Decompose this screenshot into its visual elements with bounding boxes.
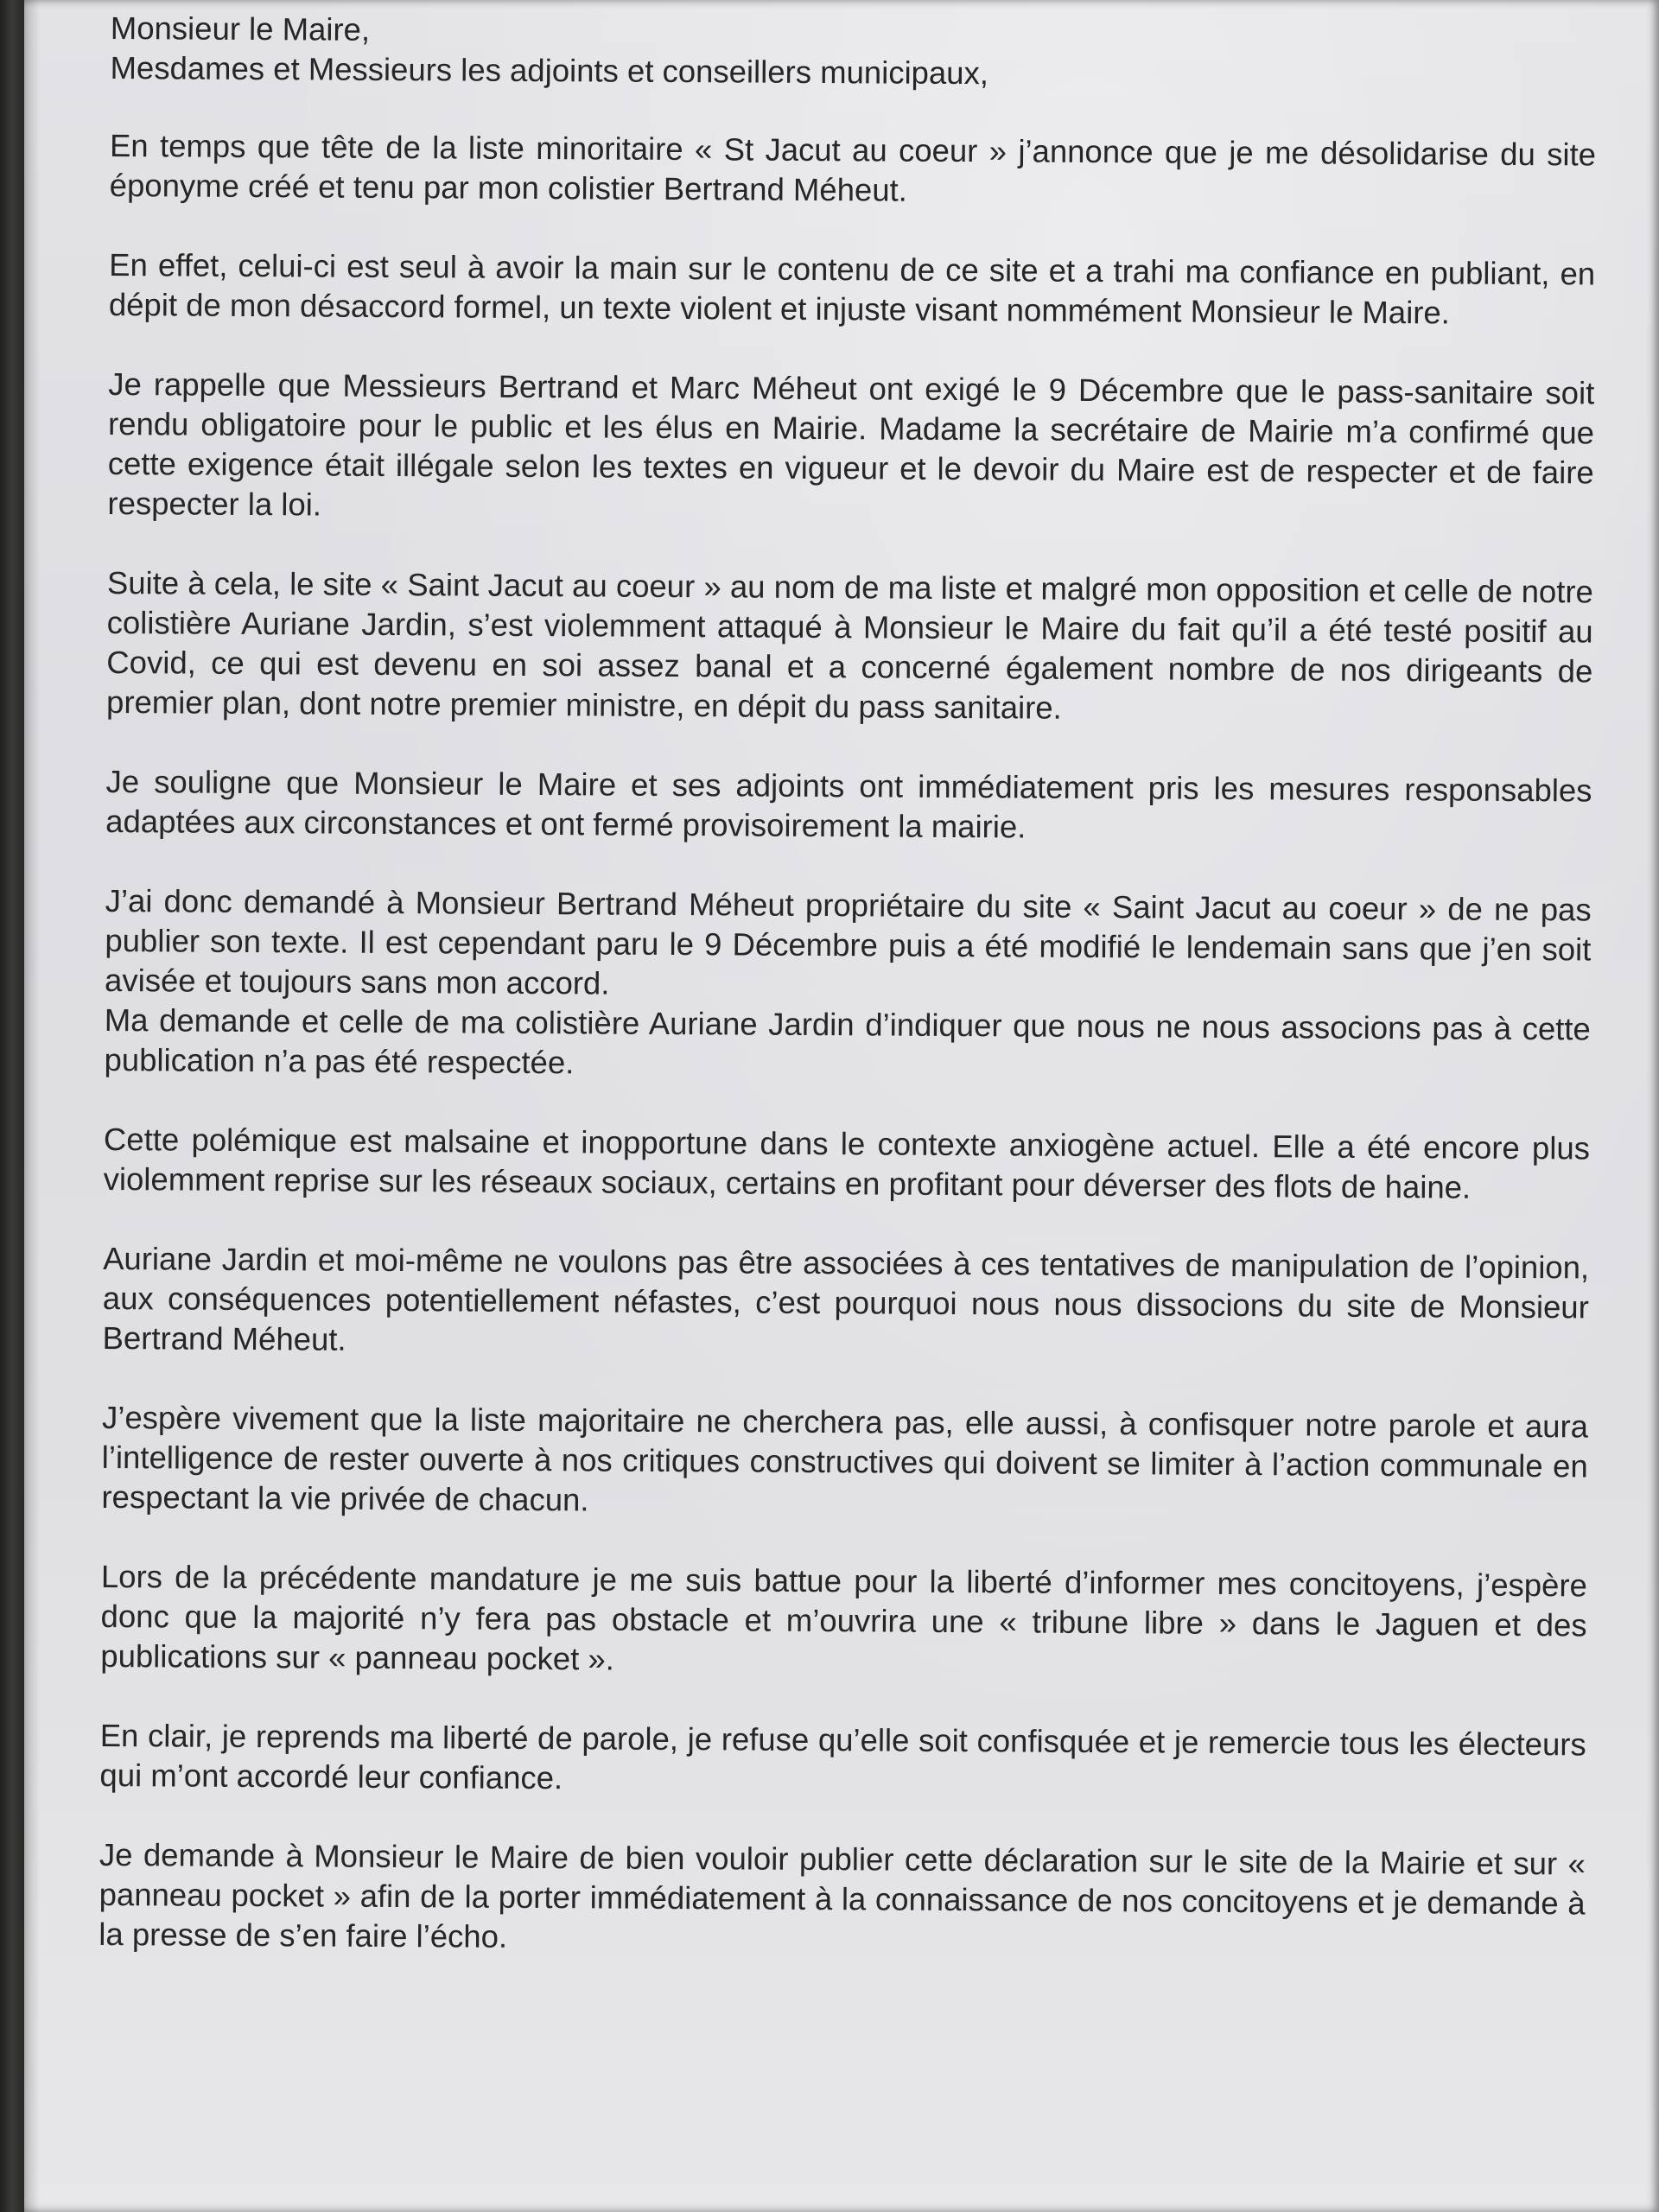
paragraph-covid-attack: Suite à cela, le site « Saint Jacut au coeur » au nom de ma liste et malgré mon opposition et celle de notre colistière Auriane Jardin, s’est violemment attaqué à Monsieur le Maire du fait qu’il a été testé positif au Covid, ce qui est devenu en soi assez banal et a concerné également nombre de nos dirigeants de premier plan, dont notre premier ministre, en dépit du pass sanitaire.	[105, 564, 1594, 726]
salutation	[110, 9, 1597, 98]
paragraph-announcement: En temps que tête de la liste minoritaire « St Jacut au coeur » j’annonce que je me désolidarise du site éponyme créé et tenu par mon colistier Bertrand Méheut.	[109, 127, 1597, 208]
paragraph-polemic: Cette polémique est malsaine et inopportune dans le contexte anxiogène actuel. Elle a été encore plus violemment reprise sur les réseaux sociaux, certains en profitant pour déverser des flots de haine.	[103, 1121, 1591, 1205]
paragraph-freedom-of-speech: En clair, je reprends ma liberté de parole, je refuse qu’elle soit confisquée et je remercie tous les électeurs qui m’ont accordé leur confiance.	[99, 1717, 1586, 1796]
letter-page	[24, 0, 1659, 2212]
salutation-line-mayor: Monsieur le Maire,	[110, 10, 371, 48]
paragraph-publication-demand: Je demande à Monsieur le Maire de bien vouloir publier cette déclaration sur le site de la Mairie et sur « panneau pocket » afin de la porter immédiatement à la connaissance de nos concitoyens et je demande à la presse de s’en faire l’écho.	[99, 1836, 1586, 1955]
paragraph-dissociation: Auriane Jardin et moi-même ne voulons pas être associées à ces tentatives de manipulation de l’opinion, aux conséquences potentiellement néfastes, c’est pourquoi nous nous dissocions du site de Monsieur Bertrand Méheut.	[102, 1240, 1590, 1357]
paragraph-majority-hope: J’espère vivement que la liste majoritaire ne cherchera pas, elle aussi, à confisquer notre parole et aura l’intelligence de rester ouverte à nos critiques constructives qui doivent se limiter à l’action communale en respectant la vie privée de chacun.	[101, 1399, 1589, 1518]
salutation-line-council: Mesdames et Messieurs les adjoints et conseillers municipaux,	[110, 49, 989, 92]
paragraph-publication-request: J’ai donc demandé à Monsieur Bertrand Méheut propriétaire du site « Saint Jacut au coeur » de ne pas publier son texte. Il est cependant paru le 9 Décembre puis a été modifié le lendemain sans que j’en soit avisée et toujours sans mon accord.	[105, 882, 1592, 1001]
paragraph-freedom-to-inform: Lors de la précédente mandature je me suis battue pour la liberté d’informer mes concitoyens, j’espère donc que la majorité n’y fera pas obstacle et m’ouvrira une « tribune libre » dans le Jaguen et des publications sur « panneau pocket ».	[100, 1558, 1588, 1677]
paragraph-betrayal: En effet, celui-ci est seul à avoir la main sur le contenu de ce site et a trahi ma confiance en publiant, en dépit de mon désaccord formel, un texte violent et injuste visant nommément Monsieur le Maire.	[108, 246, 1596, 331]
paragraph-mayor-measures: Je souligne que Monsieur le Maire et ses adjoints ont immédiatement pris les mesures responsables adaptées aux circonstances et ont fermé provisoirement la mairie.	[105, 763, 1592, 845]
paragraph-publication-not-respected: Ma demande et celle de ma colistière Auriane Jardin d’indiquer que nous ne nous associons pas à cette publication n’a pas été respectée.	[104, 1001, 1591, 1081]
paragraph-pass-sanitaire: Je rappelle que Messieurs Bertrand et Marc Méheut ont exigé le 9 Décembre que le pass-sanitaire soit rendu obligatoire pour le public et les élus en Mairie. Madame la secrétaire de Mairie m’a confirmé que cette exigence était illégale selon les textes en vigueur et le devoir du Maire est de respecter et de faire respecter la loi.	[107, 365, 1595, 523]
letter-body	[99, 9, 1597, 1963]
